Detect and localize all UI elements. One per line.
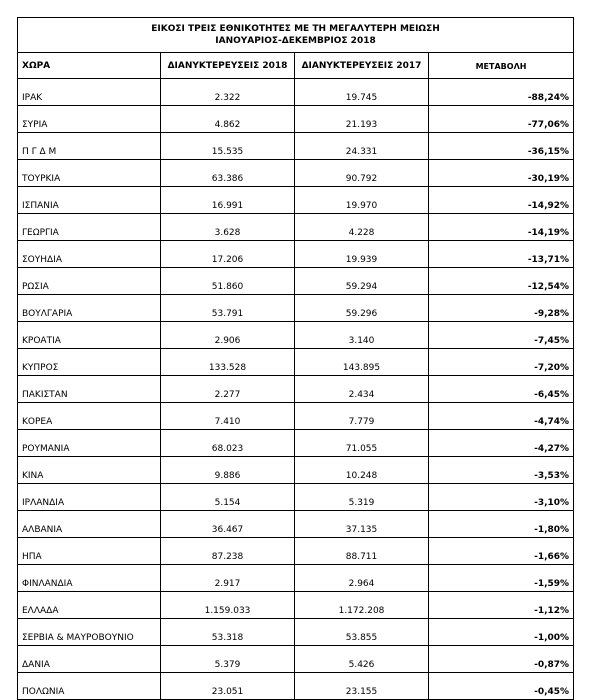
cell-stays-2017: 19.745 bbox=[295, 79, 429, 106]
header-row bbox=[18, 53, 574, 79]
cell-stays-2018: 36.467 bbox=[161, 511, 295, 538]
cell-stays-2018: 68.023 bbox=[161, 430, 295, 457]
table-row bbox=[18, 133, 574, 160]
table-row bbox=[18, 160, 574, 187]
cell-stays-2018: 51.860 bbox=[161, 268, 295, 295]
title-row bbox=[18, 18, 574, 53]
cell-stays-2018: 3.628 bbox=[161, 214, 295, 241]
cell-stays-2018: 16.991 bbox=[161, 187, 295, 214]
cell-change: -7,45% bbox=[429, 322, 574, 349]
cell-change: -88,24% bbox=[429, 79, 574, 106]
cell-country: ΒΟΥΛΓΑΡΙΑ bbox=[18, 295, 161, 322]
table-row bbox=[18, 322, 574, 349]
cell-stays-2017: 23.155 bbox=[295, 673, 429, 700]
cell-stays-2017: 4.228 bbox=[295, 214, 429, 241]
cell-change: -1,59% bbox=[429, 565, 574, 592]
cell-stays-2018: 7.410 bbox=[161, 403, 295, 430]
cell-change: -14,19% bbox=[429, 214, 574, 241]
cell-country: ΕΛΛΑΔΑ bbox=[18, 592, 161, 619]
cell-change: -3,10% bbox=[429, 484, 574, 511]
cell-country: ΚΟΡΕΑ bbox=[18, 403, 161, 430]
cell-stays-2017: 71.055 bbox=[295, 430, 429, 457]
cell-stays-2017: 5.426 bbox=[295, 646, 429, 673]
cell-country: ΙΡΛΑΝΔΙΑ bbox=[18, 484, 161, 511]
table-row bbox=[18, 403, 574, 430]
cell-country: ΣΟΥΗΔΙΑ bbox=[18, 241, 161, 268]
cell-stays-2017: 21.193 bbox=[295, 106, 429, 133]
cell-country: ΚΥΠΡΟΣ bbox=[18, 349, 161, 376]
table-row bbox=[18, 619, 574, 646]
cell-stays-2018: 63.386 bbox=[161, 160, 295, 187]
cell-stays-2018: 9.886 bbox=[161, 457, 295, 484]
cell-country: ΦΙΝΛΑΝΔΙΑ bbox=[18, 565, 161, 592]
cell-stays-2017: 88.711 bbox=[295, 538, 429, 565]
cell-stays-2018: 17.206 bbox=[161, 241, 295, 268]
cell-stays-2018: 2.906 bbox=[161, 322, 295, 349]
header-stays-2018: ΔΙΑΝΥΚΤΕΡΕΥΣΕΙΣ 2018 bbox=[161, 53, 295, 79]
cell-stays-2018: 53.318 bbox=[161, 619, 295, 646]
cell-stays-2017: 7.779 bbox=[295, 403, 429, 430]
cell-stays-2017: 3.140 bbox=[295, 322, 429, 349]
cell-stays-2017: 59.296 bbox=[295, 295, 429, 322]
cell-country: ΡΩΣΙΑ bbox=[18, 268, 161, 295]
cell-country: ΗΠΑ bbox=[18, 538, 161, 565]
table-row bbox=[18, 295, 574, 322]
cell-stays-2017: 53.855 bbox=[295, 619, 429, 646]
cell-change: -9,28% bbox=[429, 295, 574, 322]
cell-stays-2017: 1.172.208 bbox=[295, 592, 429, 619]
cell-stays-2018: 133.528 bbox=[161, 349, 295, 376]
cell-change: -1,00% bbox=[429, 619, 574, 646]
cell-country: ΠΟΛΩΝΙΑ bbox=[18, 673, 161, 700]
cell-change: -1,80% bbox=[429, 511, 574, 538]
cell-country: ΙΡΑΚ bbox=[18, 79, 161, 106]
cell-change: -1,12% bbox=[429, 592, 574, 619]
cell-stays-2018: 53.791 bbox=[161, 295, 295, 322]
cell-stays-2018: 4.862 bbox=[161, 106, 295, 133]
cell-stays-2018: 87.238 bbox=[161, 538, 295, 565]
cell-change: -77,06% bbox=[429, 106, 574, 133]
table-row bbox=[18, 646, 574, 673]
cell-change: -30,19% bbox=[429, 160, 574, 187]
cell-country: Π Γ Δ Μ bbox=[18, 133, 161, 160]
title-line-1: ΕΙΚΟΣΙ ΤΡΕΙΣ ΕΘΝΙΚΟΤΗΤΕΣ ΜΕ ΤΗ ΜΕΓΑΛΥΤΕΡΗ ΜΕΙΩΣΗ bbox=[151, 24, 440, 34]
header-stays-2017: ΔΙΑΝΥΚΤΕΡΕΥΣΕΙΣ 2017 bbox=[295, 53, 429, 79]
cell-stays-2017: 19.939 bbox=[295, 241, 429, 268]
cell-country: ΚΙΝΑ bbox=[18, 457, 161, 484]
cell-stays-2017: 143.895 bbox=[295, 349, 429, 376]
cell-change: -0,45% bbox=[429, 673, 574, 700]
table-row bbox=[18, 214, 574, 241]
table-row bbox=[18, 538, 574, 565]
cell-country: ΚΡΟΑΤΙΑ bbox=[18, 322, 161, 349]
cell-stays-2018: 1.159.033 bbox=[161, 592, 295, 619]
table-row bbox=[18, 430, 574, 457]
cell-stays-2018: 5.154 bbox=[161, 484, 295, 511]
cell-country: ΣΕΡΒΙΑ & ΜΑΥΡΟΒΟΥΝΙΟ bbox=[18, 619, 161, 646]
cell-change: -0,87% bbox=[429, 646, 574, 673]
cell-change: -36,15% bbox=[429, 133, 574, 160]
table-row bbox=[18, 349, 574, 376]
table-row bbox=[18, 79, 574, 106]
table-row bbox=[18, 565, 574, 592]
cell-change: -7,20% bbox=[429, 349, 574, 376]
cell-change: -4,74% bbox=[429, 403, 574, 430]
table-row bbox=[18, 268, 574, 295]
cell-stays-2017: 24.331 bbox=[295, 133, 429, 160]
cell-stays-2018: 23.051 bbox=[161, 673, 295, 700]
cell-stays-2017: 10.248 bbox=[295, 457, 429, 484]
cell-country: ΣΥΡΙΑ bbox=[18, 106, 161, 133]
cell-country: ΠΑΚΙΣΤΑΝ bbox=[18, 376, 161, 403]
cell-stays-2018: 2.917 bbox=[161, 565, 295, 592]
cell-stays-2017: 5.319 bbox=[295, 484, 429, 511]
table-row bbox=[18, 106, 574, 133]
cell-country: ΓΕΩΡΓΙΑ bbox=[18, 214, 161, 241]
cell-stays-2018: 5.379 bbox=[161, 646, 295, 673]
cell-change: -14,92% bbox=[429, 187, 574, 214]
cell-change: -12,54% bbox=[429, 268, 574, 295]
table-row bbox=[18, 511, 574, 538]
cell-change: -13,71% bbox=[429, 241, 574, 268]
cell-stays-2017: 59.294 bbox=[295, 268, 429, 295]
cell-country: ΙΣΠΑΝΙΑ bbox=[18, 187, 161, 214]
table-row bbox=[18, 241, 574, 268]
table-row bbox=[18, 187, 574, 214]
cell-stays-2017: 19.970 bbox=[295, 187, 429, 214]
cell-country: ΔΑΝΙΑ bbox=[18, 646, 161, 673]
cell-stays-2017: 37.135 bbox=[295, 511, 429, 538]
header-country: ΧΩΡΑ bbox=[18, 53, 161, 79]
table-row bbox=[18, 376, 574, 403]
cell-country: ΡΟΥΜΑΝΙΑ bbox=[18, 430, 161, 457]
cell-stays-2018: 2.277 bbox=[161, 376, 295, 403]
title-line-2: ΙΑΝΟΥΑΡΙΟΣ-ΔΕΚΕΜΒΡΙΟΣ 2018 bbox=[215, 36, 376, 46]
cell-stays-2017: 2.964 bbox=[295, 565, 429, 592]
table-row bbox=[18, 457, 574, 484]
table-title bbox=[18, 18, 574, 53]
cell-change: -6,45% bbox=[429, 376, 574, 403]
table-row bbox=[18, 673, 574, 700]
cell-country: ΤΟΥΡΚΙΑ bbox=[18, 160, 161, 187]
cell-stays-2018: 15.535 bbox=[161, 133, 295, 160]
cell-country: ΑΛΒΑΝΙΑ bbox=[18, 511, 161, 538]
cell-change: -4,27% bbox=[429, 430, 574, 457]
cell-stays-2017: 90.792 bbox=[295, 160, 429, 187]
header-change: ΜΕΤΑΒΟΛΗ bbox=[429, 53, 574, 79]
cell-change: -3,53% bbox=[429, 457, 574, 484]
table-row bbox=[18, 592, 574, 619]
cell-change: -1,66% bbox=[429, 538, 574, 565]
table-row bbox=[18, 484, 574, 511]
overnight-stays-table bbox=[17, 17, 574, 700]
cell-stays-2018: 2.322 bbox=[161, 79, 295, 106]
cell-stays-2017: 2.434 bbox=[295, 376, 429, 403]
